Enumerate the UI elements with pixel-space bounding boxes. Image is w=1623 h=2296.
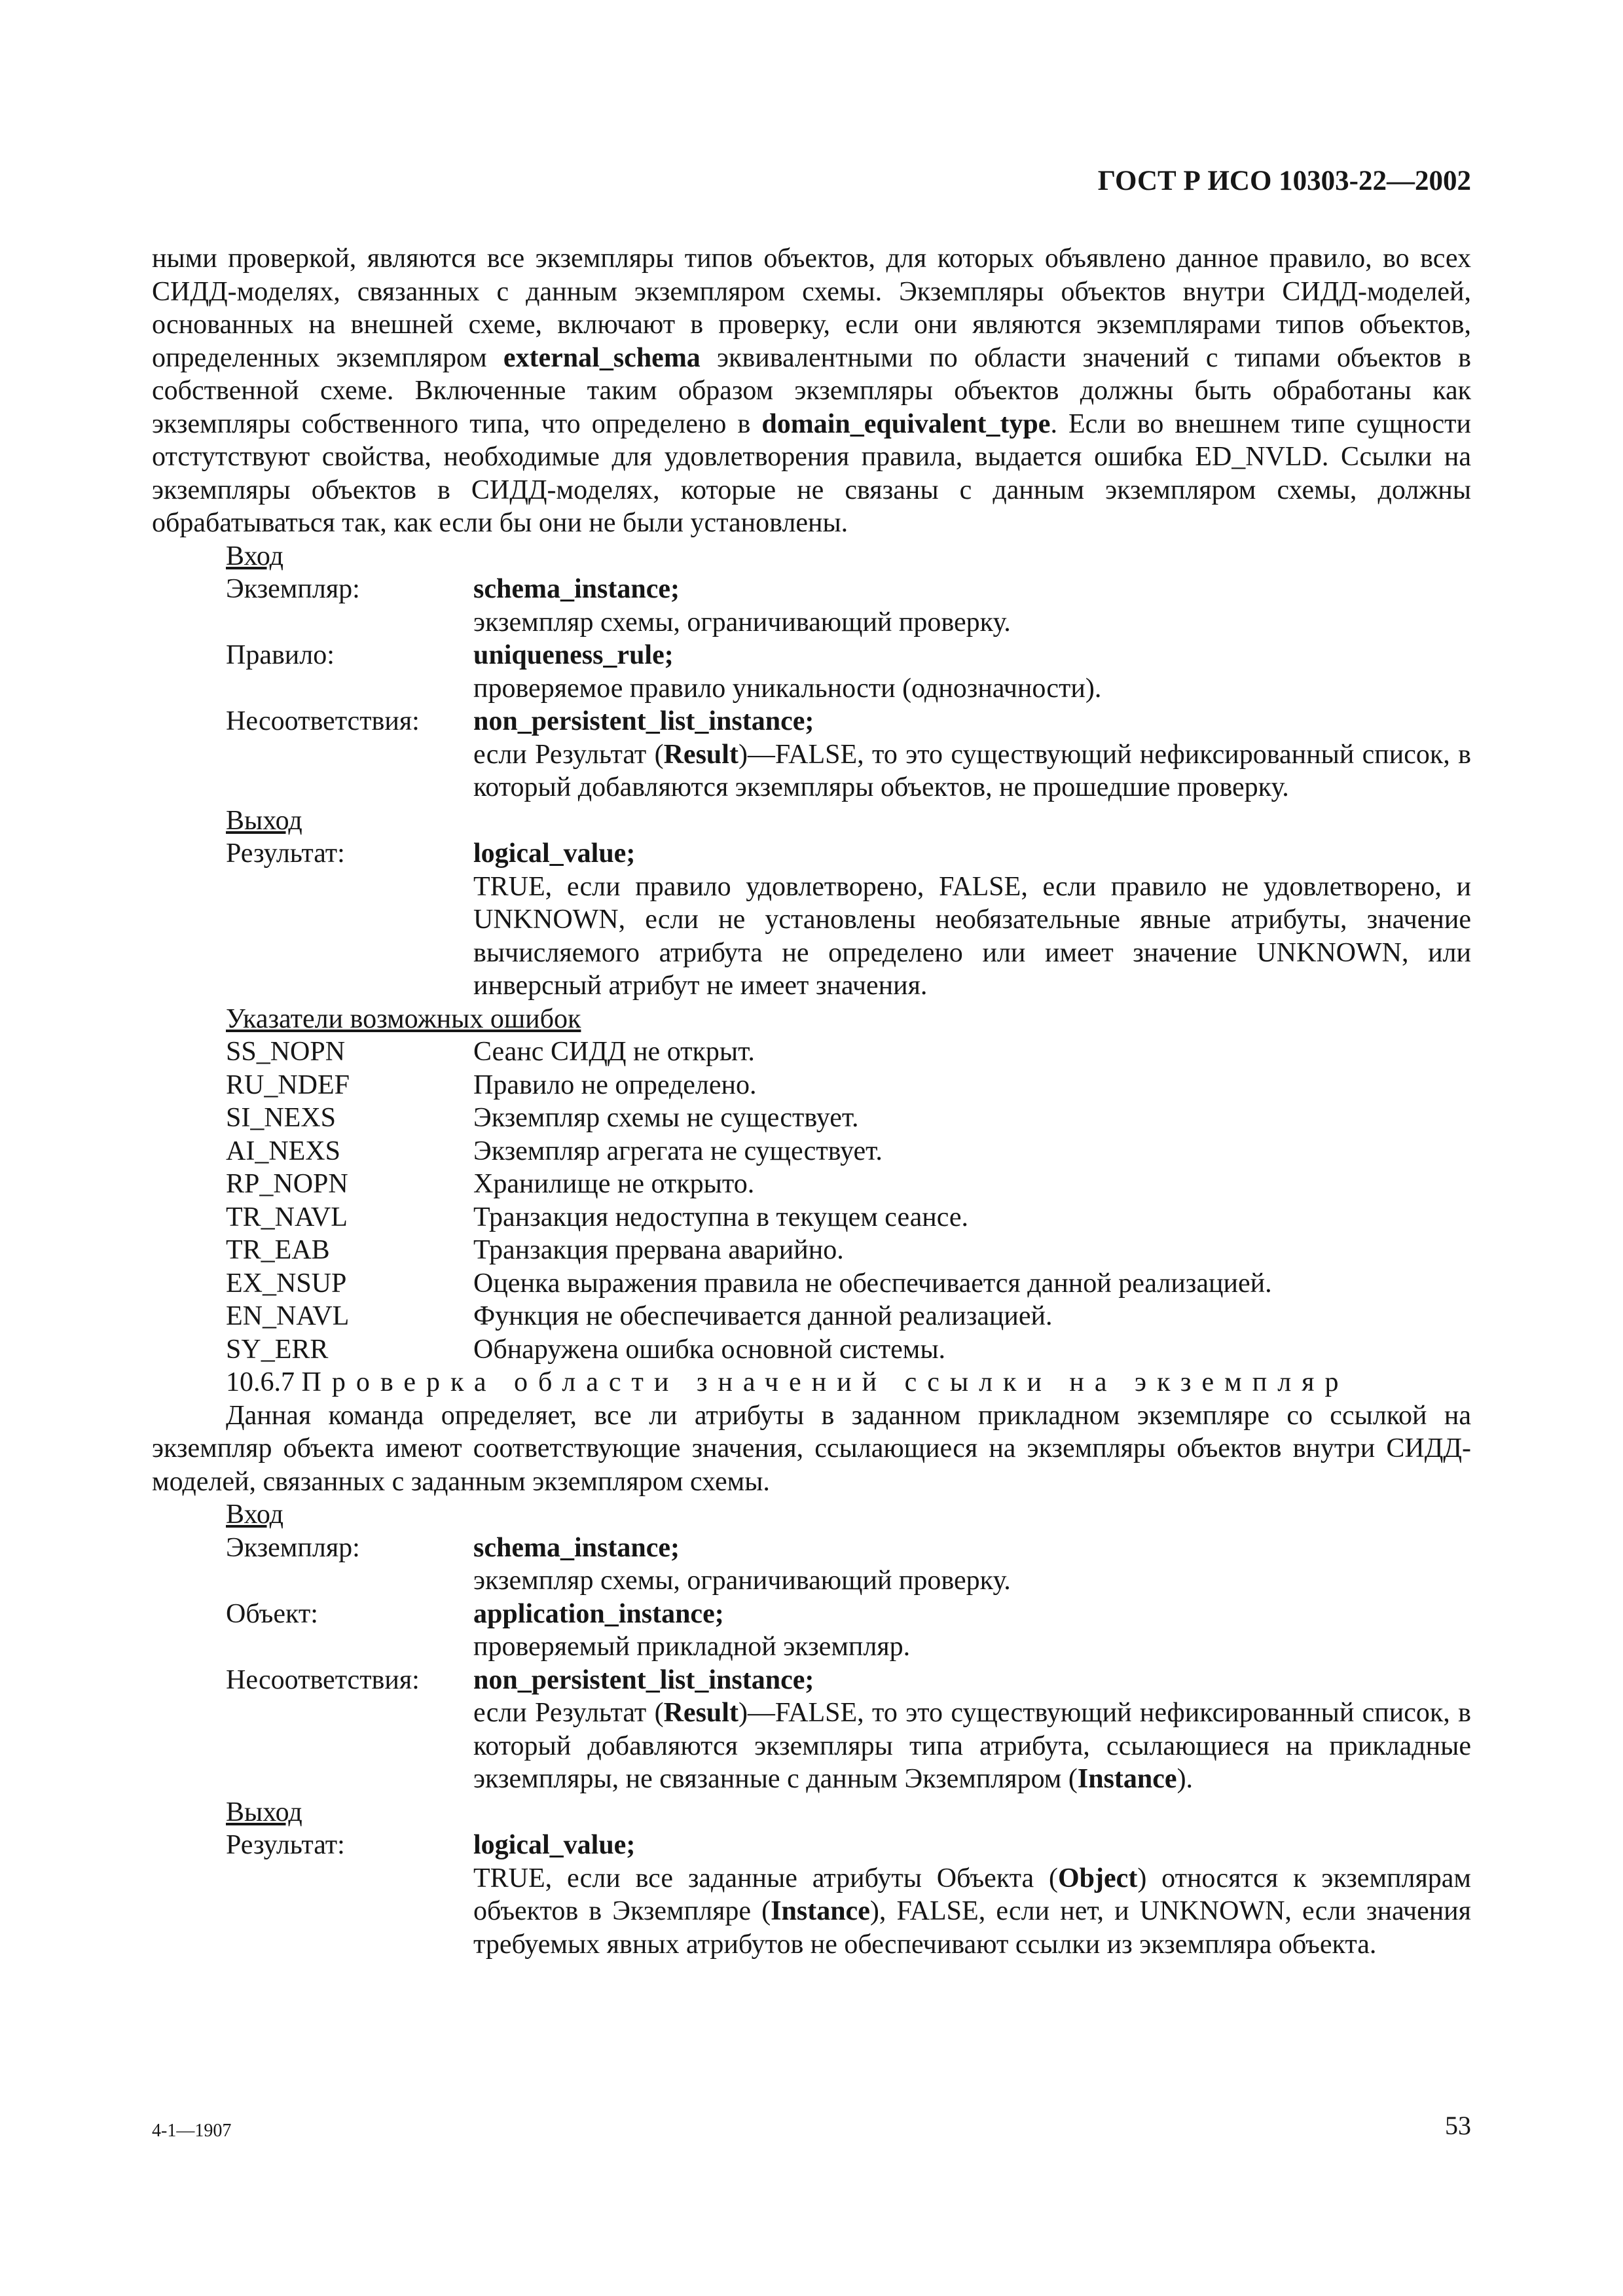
param-value: uniqueness_rule;	[473, 640, 674, 670]
param-label: Несоответствия:	[226, 1664, 420, 1695]
param-value: logical_value;	[473, 1830, 636, 1860]
param-description: экземпляр схемы, ограничивающий проверку.	[473, 607, 1011, 637]
error-code: AI_NEXS	[226, 1136, 340, 1166]
error-message: Обнаружена ошибка основной системы.	[473, 1334, 946, 1365]
error-row	[152, 1135, 1471, 1168]
error-row	[152, 1102, 1471, 1135]
param-value: schema_instance;	[473, 574, 680, 604]
error-row	[152, 1234, 1471, 1267]
param-description-text: ), FALSE, если нет, и UNKNOWN, если значения требуемых явных атрибутов не обеспечивают ссылки из экземпляра объекта.	[473, 1896, 1471, 1960]
param-description	[473, 738, 1471, 804]
param-value: non_persistent_list_instance;	[473, 1664, 814, 1695]
param-description-term: Instance	[771, 1896, 870, 1926]
param-description-text: если Результат (	[473, 739, 664, 770]
intro-text-3: . Если во внешнем типе сущности отстутствуют свойства, необходимые для удовлетворения правила, выдается ошибка ED_NVLD. Ссылки на экземпляры объектов в СИДД-моделях, которые не связаны с данным экземпляром схемы, должны обрабатываться так, как если бы они не были установлены.	[152, 408, 1471, 538]
document-header: ГОСТ Р ИСО 10303-22—2002	[1097, 166, 1471, 196]
error-row	[152, 1267, 1471, 1300]
param-description-term: Object	[1058, 1863, 1138, 1893]
error-row	[152, 1069, 1471, 1102]
section-number: 10.6.7	[226, 1367, 295, 1397]
param-row	[152, 1598, 1471, 1631]
error-row	[152, 1035, 1471, 1069]
error-message: Функция не обеспечивается данной реализацией.	[473, 1301, 1053, 1331]
error-message: Оценка выражения правила не обеспечивается данной реализацией.	[473, 1268, 1272, 1299]
output-section-title-1: Выход	[226, 805, 302, 836]
input-section-title-2: Вход	[226, 1499, 284, 1530]
param-label: Экземпляр:	[226, 1532, 360, 1563]
page-number: 53	[1445, 2111, 1471, 2140]
intro-term-domain-equivalent-type: domain_equivalent_type	[761, 408, 1051, 439]
intro-text-1: ными проверкой, являются все экземпляры типов объектов, для которых объявлено данное правило, во всех СИДД-моделях, связанных с данным экземпляром схемы. Экземпляры объектов внутри СИДД-моделей, основанных на внешней схеме, включают в проверку, если они являются экземплярами типов объектов, определенных экземпляром	[152, 243, 1471, 373]
error-row	[152, 1168, 1471, 1201]
param-description: TRUE, если правило удовлетворено, FALSE, если правило не удовлетворено, и UNKNOWN, если не установлены необязательные явные атрибуты, значение вычисляемого атрибута не определено или имеет значение UNKNOWN, или инверсный атрибут не имеет значения.	[473, 871, 1471, 1001]
error-message: Экземпляр агрегата не существует.	[473, 1136, 883, 1166]
document-body	[152, 242, 1471, 1961]
section-paragraph	[152, 1399, 1471, 1499]
param-description-text: )—FALSE, то это существующий нефиксированный список, в который добавляются экземпляры типа атрибута, ссылающиеся на прикладные экземпляры, не связанные с данным Экземпляром (	[473, 1698, 1471, 1794]
error-code: EN_NAVL	[226, 1301, 350, 1331]
param-label: Объект:	[226, 1598, 318, 1629]
param-description	[473, 1862, 1471, 1962]
error-message: Транзакция недоступна в текущем сеансе.	[473, 1202, 969, 1232]
error-message: Сеанс СИДД не открыт.	[473, 1037, 755, 1067]
error-row	[152, 1300, 1471, 1333]
param-description: проверяемый прикладной экземпляр.	[473, 1632, 911, 1662]
param-row	[152, 705, 1471, 738]
param-description: проверяемое правило уникальности (однозначности).	[473, 673, 1102, 704]
section-text: Данная команда определяет, все ли атрибуты в заданном прикладном экземпляре со ссылкой на экземпляр объекта имеют соответствующие значения, ссылающиеся на экземпляры объектов внутри СИДД-моделей, связанных с заданным экземпляром схемы.	[152, 1400, 1471, 1497]
param-description	[473, 1696, 1471, 1796]
error-message: Правило не определено.	[473, 1069, 757, 1100]
error-row	[152, 1333, 1471, 1367]
error-code: SI_NEXS	[226, 1103, 337, 1133]
intro-paragraph	[152, 242, 1471, 540]
param-description-term: Instance	[1077, 1764, 1177, 1794]
error-code: EX_NSUP	[226, 1268, 347, 1299]
output-section-title-2: Выход	[226, 1797, 302, 1827]
error-code: SS_NOPN	[226, 1037, 346, 1067]
param-label: Результат:	[226, 838, 345, 869]
param-label: Несоответствия:	[226, 706, 420, 736]
input-section-title-1: Вход	[226, 541, 284, 571]
param-value: schema_instance;	[473, 1532, 680, 1563]
param-label: Результат:	[226, 1830, 345, 1860]
error-row	[152, 1201, 1471, 1234]
param-row	[152, 837, 1471, 870]
error-message: Транзакция прервана аварийно.	[473, 1235, 844, 1265]
param-row	[152, 573, 1471, 606]
error-code: TR_EAB	[226, 1235, 330, 1265]
intro-term-external-schema: external_schema	[503, 342, 701, 373]
footer-print-code: 4-1—1907	[152, 2121, 232, 2141]
param-label: Правило:	[226, 640, 335, 670]
param-description-text: если Результат (	[473, 1698, 664, 1728]
param-description-text: ) относятся к экземплярам объектов в Экземпляре (	[473, 1863, 1471, 1926]
param-value: non_persistent_list_instance;	[473, 706, 814, 736]
param-description-text: ).	[1176, 1764, 1194, 1794]
error-code: RU_NDEF	[226, 1069, 350, 1100]
param-description-term: Result	[663, 1698, 739, 1728]
error-code: TR_NAVL	[226, 1202, 348, 1232]
intro-text-2: эквивалентными по области значений с типами объектов в собственной схеме. Включенные таким образом экземпляры объектов должны быть обработаны как экземпляры собственного типа, что определено в	[152, 342, 1471, 439]
error-code: RP_NOPN	[226, 1169, 348, 1199]
section-heading	[226, 1366, 1471, 1399]
param-row	[152, 639, 1471, 672]
section-title: Проверка области значений ссылки на экземпляр	[301, 1367, 1349, 1397]
param-row	[152, 1532, 1471, 1565]
param-row	[152, 1829, 1471, 1862]
error-code: SY_ERR	[226, 1334, 329, 1365]
param-description-text: )—FALSE, то это существующий нефиксированный список, в который добавляются экземпляры объектов, не прошедшие проверку.	[473, 739, 1471, 802]
param-label: Экземпляр:	[226, 574, 360, 604]
param-description: экземпляр схемы, ограничивающий проверку.	[473, 1566, 1011, 1596]
param-row	[152, 1664, 1471, 1697]
errors-section-title: Указатели возможных ошибок	[226, 1003, 581, 1034]
error-message: Хранилище не открыто.	[473, 1169, 755, 1199]
param-value: logical_value;	[473, 838, 636, 869]
param-value: application_instance;	[473, 1598, 724, 1629]
param-description-text: TRUE, если все заданные атрибуты Объекта (	[473, 1863, 1059, 1893]
error-message: Экземпляр схемы не существует.	[473, 1103, 859, 1133]
param-description-term: Result	[663, 739, 739, 770]
